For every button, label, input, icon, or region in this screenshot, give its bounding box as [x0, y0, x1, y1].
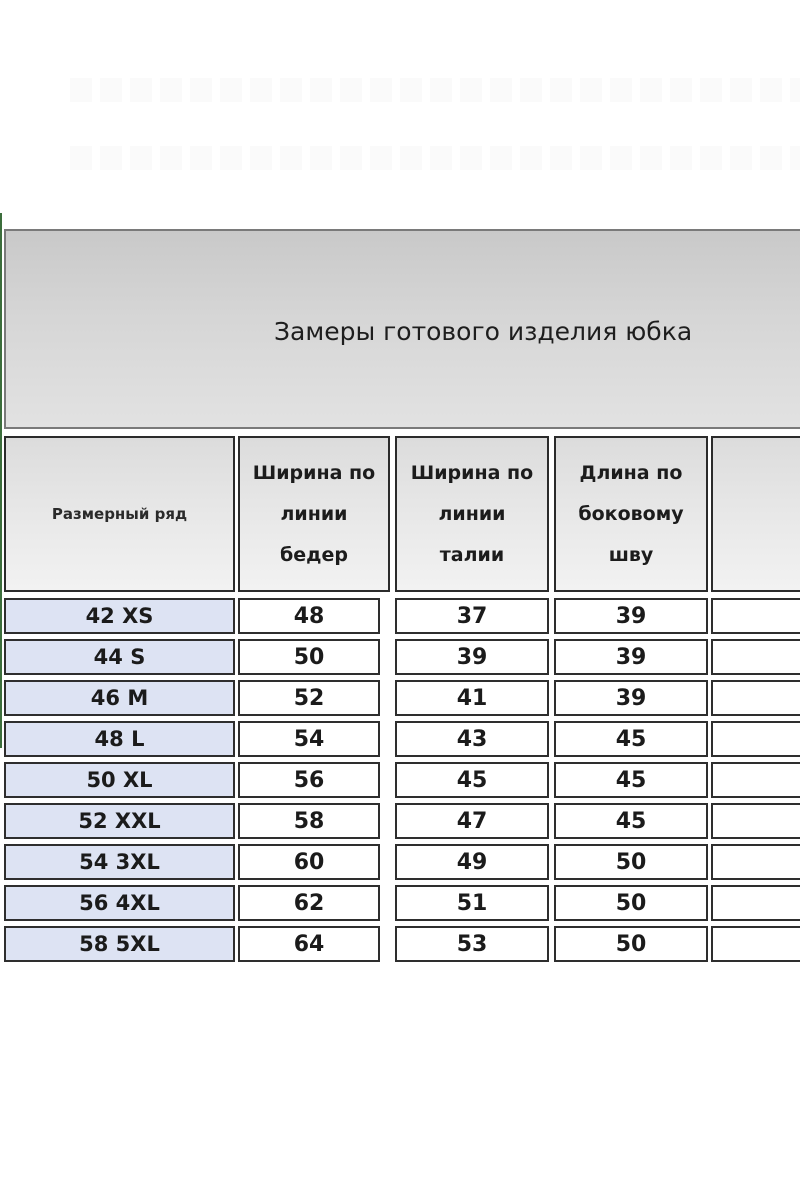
table-row: [0, 598, 800, 634]
header-text-line: линии: [280, 502, 348, 525]
header-side-seam-length-label: [578, 453, 683, 576]
table-row: [0, 844, 800, 880]
header-text-line: талии: [439, 543, 505, 566]
header-text-line: боковому: [578, 502, 684, 525]
hip-cell: 50: [238, 639, 380, 675]
size-cell: 42 XS: [4, 598, 235, 634]
hip-cell: 58: [238, 803, 380, 839]
header-size-range: [4, 436, 235, 592]
length-cell: 39: [554, 598, 708, 634]
waist-cell: 47: [395, 803, 549, 839]
hip-cell: 62: [238, 885, 380, 921]
header-side-seam-length: [554, 436, 708, 592]
waist-cell: 51: [395, 885, 549, 921]
hip-cell: 52: [238, 680, 380, 716]
header-waist-width-label: [411, 453, 533, 576]
length-cell: 45: [554, 762, 708, 798]
waist-cell: 53: [395, 926, 549, 962]
size-cell: 50 XL: [4, 762, 235, 798]
header-waist-width: [395, 436, 549, 592]
hip-cell: 56: [238, 762, 380, 798]
extra-cell: [711, 721, 800, 757]
length-cell: 39: [554, 680, 708, 716]
extra-cell: [711, 680, 800, 716]
table-row: [0, 762, 800, 798]
table-row: [0, 639, 800, 675]
length-cell: 45: [554, 803, 708, 839]
header-text-line: бедер: [280, 543, 348, 566]
length-cell: 50: [554, 844, 708, 880]
size-cell: 54 3XL: [4, 844, 235, 880]
header-text-line: линии: [438, 502, 506, 525]
length-cell: 45: [554, 721, 708, 757]
extra-cell: [711, 639, 800, 675]
extra-cell: [711, 803, 800, 839]
size-cell: 46 M: [4, 680, 235, 716]
size-cell: 56 4XL: [4, 885, 235, 921]
length-cell: 39: [554, 639, 708, 675]
header-hip-width-label: [253, 453, 375, 576]
extra-cell: [711, 598, 800, 634]
hip-cell: 54: [238, 721, 380, 757]
size-cell: 58 5XL: [4, 926, 235, 962]
table-row: [0, 926, 800, 962]
waist-cell: 49: [395, 844, 549, 880]
header-extra-column: [711, 436, 800, 592]
waist-cell: 45: [395, 762, 549, 798]
table-row: [0, 680, 800, 716]
size-cell: 52 XXL: [4, 803, 235, 839]
faded-background-text: [0, 60, 800, 220]
table-row: [0, 885, 800, 921]
table-row: [0, 803, 800, 839]
hip-cell: 48: [238, 598, 380, 634]
table-title: Замеры готового изделия юбка: [274, 317, 693, 346]
table-row: [0, 721, 800, 757]
header-hip-width: [238, 436, 390, 592]
faded-line: [70, 146, 800, 170]
extra-cell: [711, 926, 800, 962]
hip-cell: 64: [238, 926, 380, 962]
faded-line: [70, 78, 800, 102]
size-cell: 48 L: [4, 721, 235, 757]
waist-cell: 37: [395, 598, 549, 634]
header-text-line: Ширина по: [252, 461, 376, 484]
extra-cell: [711, 762, 800, 798]
waist-cell: 41: [395, 680, 549, 716]
table-title-cell: [4, 229, 800, 429]
extra-cell: [711, 844, 800, 880]
waist-cell: 39: [395, 639, 549, 675]
header-size-range-label: Размерный ряд: [51, 505, 188, 523]
header-text-line: Ширина по: [410, 461, 534, 484]
hip-cell: 60: [238, 844, 380, 880]
length-cell: 50: [554, 885, 708, 921]
header-text-line: шву: [608, 543, 654, 566]
size-table: [0, 229, 800, 971]
waist-cell: 43: [395, 721, 549, 757]
size-cell: 44 S: [4, 639, 235, 675]
length-cell: 50: [554, 926, 708, 962]
extra-cell: [711, 885, 800, 921]
header-text-line: Длина по: [579, 461, 683, 484]
